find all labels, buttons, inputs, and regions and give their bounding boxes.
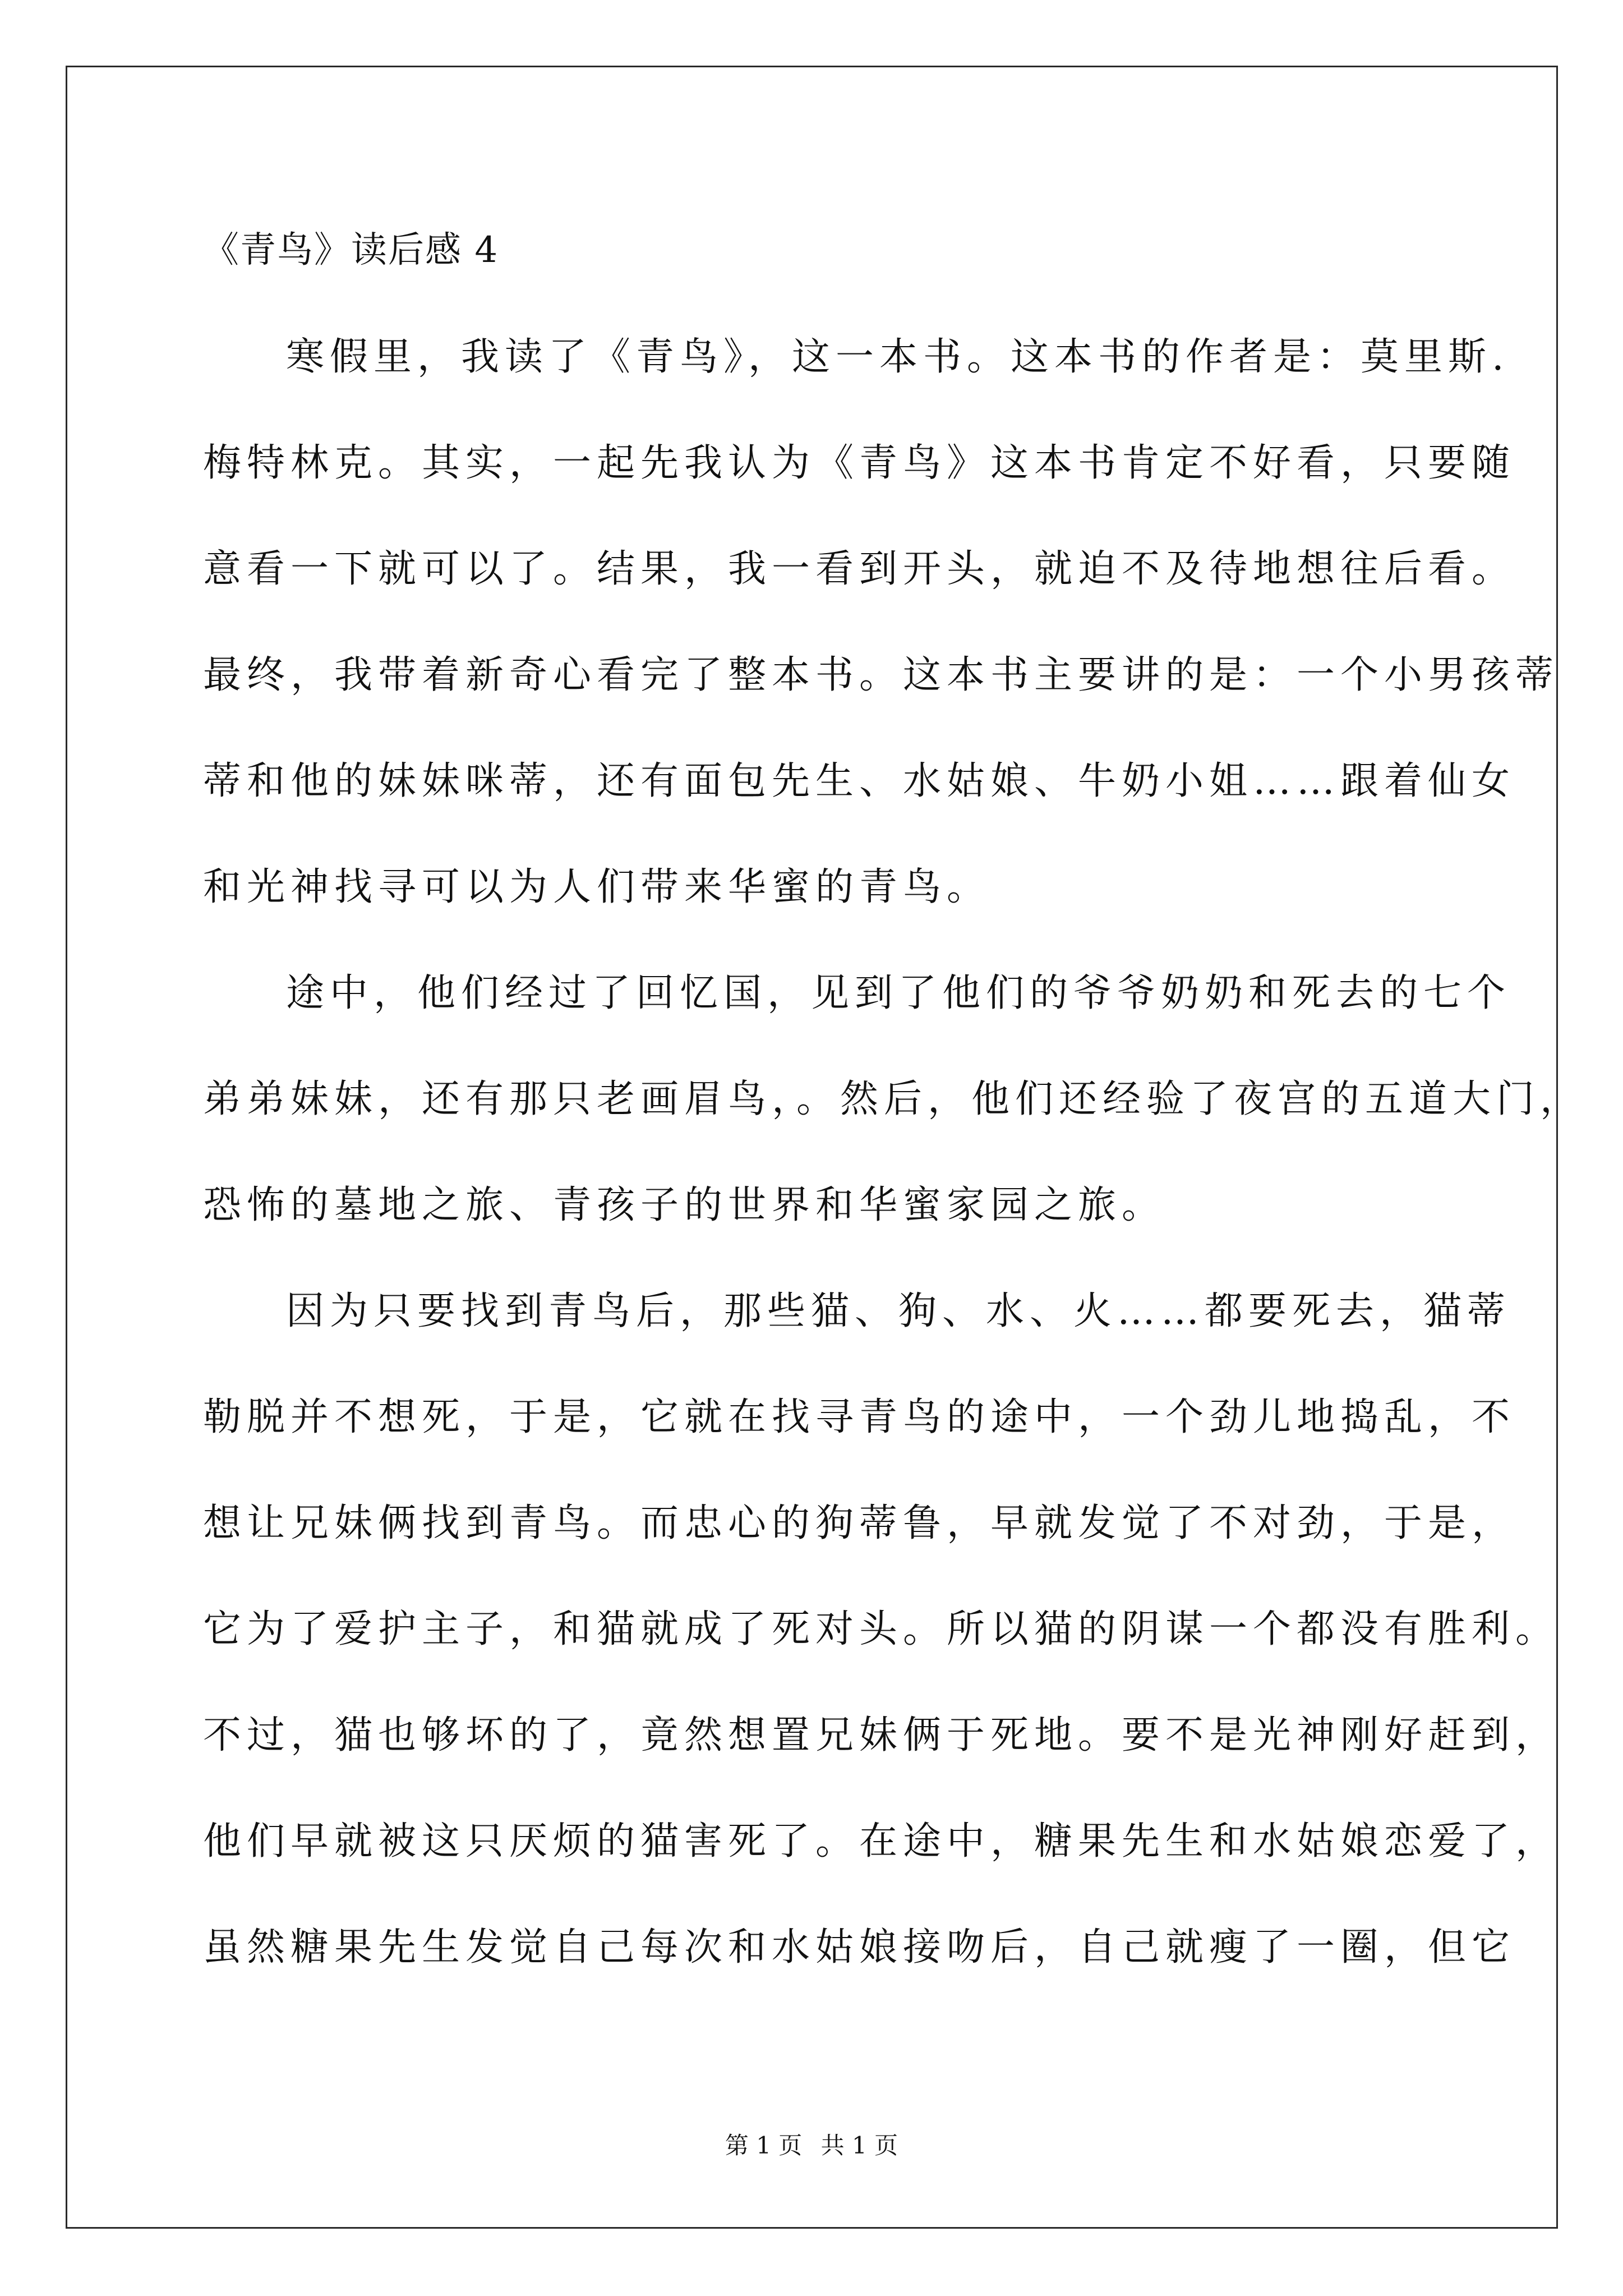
text-line: 不过，猫也够坏的了，竟然想置兄妹俩于死地。要不是光神刚好赶到， [203, 1713, 1560, 1757]
paragraph-2 [203, 940, 1584, 1258]
paragraph-3 [203, 1258, 1560, 2000]
text-line: 勒脱并不想死，于是，它就在找寻青鸟的途中，一个劲儿地捣乱，不 [203, 1395, 1516, 1439]
text-line: 想让兄妹俩找到青鸟。而忠心的狗蒂鲁，早就发觉了不对劲，于是， [203, 1501, 1516, 1545]
page-number: 第 1 页 [725, 2132, 803, 2159]
text-line: 和光神找寻可以为人们带来华蜜的青鸟。 [203, 865, 991, 909]
text-line: 最终，我带着新奇心看完了整本书。这本书主要讲的是：一个小男孩蒂 [203, 653, 1560, 697]
text-line: 寒假里，我读了《青鸟》，这一本书。这本书的作者是：莫里斯. [286, 335, 1510, 379]
document-body [203, 219, 1584, 2000]
text-line: 蒂和他的妹妹咪蒂，还有面包先生、水姑娘、牛奶小姐……跟着仙女 [203, 759, 1516, 803]
text-line: 因为只要找到青鸟后，那些猫、狗、水、火……都要死去，猫蒂 [286, 1289, 1511, 1333]
text-line: 他们早就被这只厌烦的猫害死了。在途中，糖果先生和水姑娘恋爱了， [203, 1819, 1560, 1864]
text-line: 意看一下就可以了。结果，我一看到开头，就迫不及待地想往后看。 [203, 547, 1516, 591]
text-line: 恐怖的墓地之旅、青孩子的世界和华蜜家园之旅。 [203, 1183, 1166, 1227]
text-line: 途中，他们经过了回忆国，见到了他们的爷爷奶奶和死去的七个 [286, 971, 1511, 1015]
text-line: 弟弟妹妹，还有那只老画眉鸟，。然后，他们还经验了夜宫的五道大门， [203, 1077, 1584, 1121]
text-line: 虽然糖果先生发觉自己每次和水姑娘接吻后，自己就瘦了一圈，但它 [203, 1925, 1516, 1970]
text-line: 梅特林克。其实，一起先我认为《青鸟》这本书肯定不好看，只要随 [203, 441, 1516, 485]
page-total: 共 1 页 [820, 2132, 898, 2159]
document-title: 《青鸟》读后感 4 [203, 229, 499, 271]
page-footer [0, 2129, 1623, 2162]
text-line: 它为了爱护主子，和猫就成了死对头。所以猫的阴谋一个都没有胜利。 [203, 1607, 1560, 1651]
paragraph-1 [203, 304, 1560, 940]
